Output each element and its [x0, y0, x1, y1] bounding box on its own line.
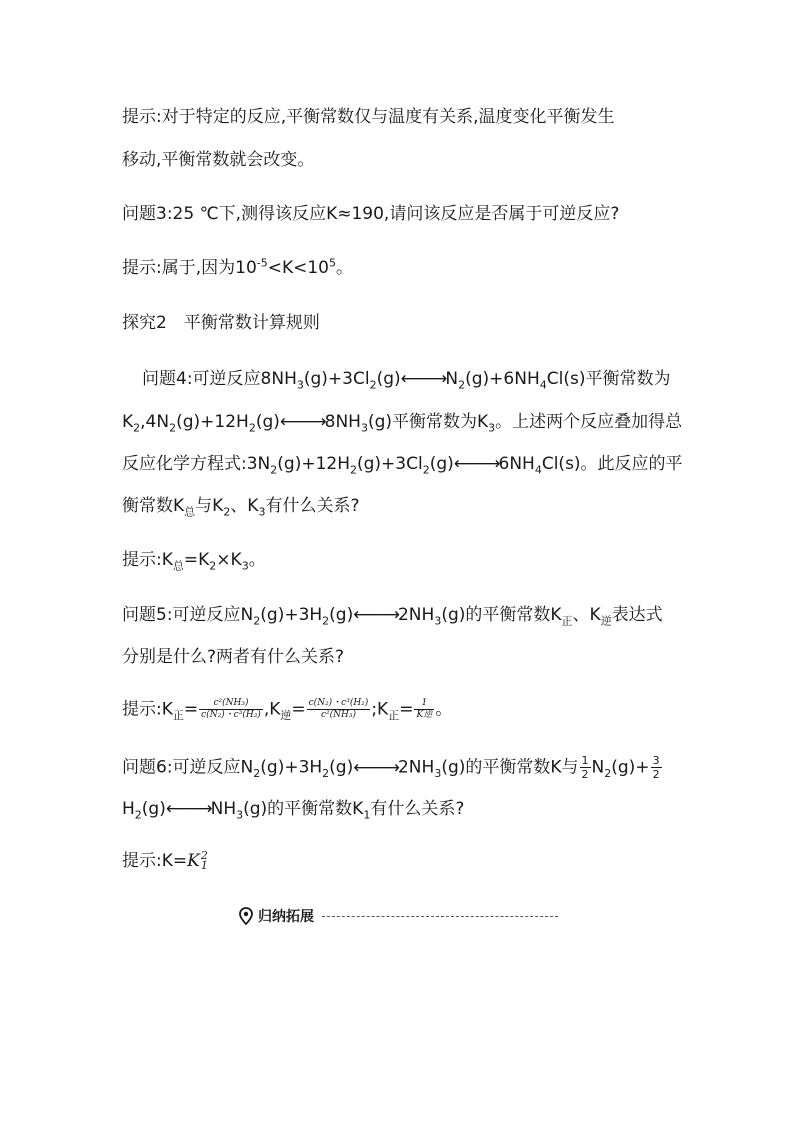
hint-6: 提示:K=K 2 1	[122, 849, 208, 872]
hint-3: 提示:属于,因为$10^{-5}<K<10^5$。	[122, 256, 354, 278]
hint-1-line-a: 提示:对于特定的反应,平衡常数仅与温度有关系,温度变化平衡发生	[122, 107, 615, 127]
dotted-divider	[322, 916, 558, 917]
equilibrium-arrow-icon: ⟵⟶	[279, 412, 325, 432]
equilibrium-arrow-icon: ⟵⟶	[453, 454, 499, 474]
question-6-line-b: $H_2(g)⟵⟶NH_3(g)$的平衡常数$K_1$有什么关系?	[122, 799, 465, 822]
question-3: 问题3:25 ℃下,测得该反应K≈190,请问该反应是否属于可逆反应?	[122, 204, 620, 224]
equilibrium-arrow-icon: ⟵⟶	[165, 799, 211, 819]
k-reverse-fraction: $\frac{\text{c(N₂)・c³(H₂)}}{\text{c²(NH₃)}}$	[308, 698, 369, 720]
three-halves-fraction: $\frac{3}{2}$	[652, 754, 660, 781]
question-6-line-a: 问题6:可逆反应$N_2(g)+3H_2(g)⟵⟶2NH_3(g)$的平衡常数K与 $\frac{1}{2}$ $N_2(g)+$ $\frac{3}{2}$	[122, 754, 660, 781]
question-4-line-c: 反应化学方程式$:3N_2(g)+12H_2(g)+3Cl_2(g)⟵⟶6NH_4Cl(s)$。此反应的平	[122, 454, 683, 477]
equilibrium-arrow-icon: ⟵⟶	[400, 369, 446, 389]
hint-4: 提示$:K_总=K_2\times K_3$。	[122, 550, 266, 573]
half-fraction: $\frac{1}{2}$	[581, 754, 589, 781]
question-4-line-a: 问题4:可逆反应$8NH_3(g)+3Cl_2(g)⟵⟶N_2(g)+6NH_4Cl(s)$平衡常数为	[142, 369, 671, 392]
hint-1-line-b: 移动,平衡常数就会改变。	[122, 150, 315, 170]
question-5-line-b: 分别是什么?两者有什么关系?	[122, 647, 345, 667]
explore-2-heading: 探究2 平衡常数计算规则	[122, 313, 320, 333]
question-4-line-d: 衡常数$K_总$与$K_2$、$K_3$有什么关系?	[122, 496, 360, 519]
question-4-line-b: $K_2,4N_2(g)+12H_2(g)⟵⟶8NH_3(g)$平衡常数为$K_3$。上述两个反应叠加得总	[122, 412, 683, 435]
k-inverse-fraction: $\frac{1}{\text{K逆}}$	[416, 698, 433, 720]
question-5-line-a: 问题5:可逆反应$N_2(g)+3H_2(g)⟵⟶2NH_3(g)$的平衡常数$K_正$、$K_逆$表达式	[122, 605, 663, 628]
location-pin-icon	[238, 907, 254, 925]
summary-label: 归纳拓展	[258, 909, 314, 925]
k-forward-fraction: $\frac{\text{c²(NH₃)}}{\text{c(N₂)・c³(H₂)}}$	[201, 698, 261, 720]
equilibrium-arrow-icon: ⟵⟶	[353, 757, 398, 778]
equilibrium-arrow-icon: ⟵⟶	[353, 605, 398, 625]
hint-5: 提示$:K_正=$ $\frac{\text{c²(NH₃)}}{\text{c(N₂)・c³(H₂)}}$ $,K_逆=$ $\frac{\text{c(N₂)・c³(H₂)}}{\text{c²(NH₃)}}$ $;K_正=$ $\frac{1}{\text{K逆}}$ 。	[122, 698, 453, 722]
summary-section-header	[238, 906, 558, 926]
